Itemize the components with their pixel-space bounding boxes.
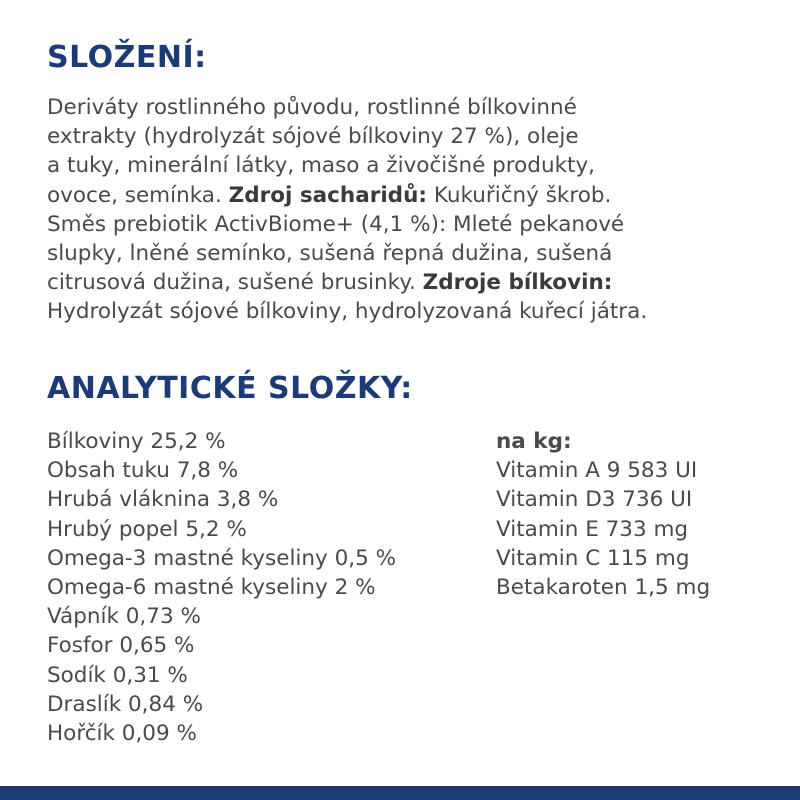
composition-line [47, 239, 787, 268]
composition-heading: SLOŽENÍ: [47, 40, 207, 75]
composition-line [47, 181, 787, 210]
vitamins-list [496, 427, 710, 602]
composition-text: Deriváty rostlinného původu, rostlinné bílkovinné [47, 95, 577, 120]
composition-subheading: Zdroje bílkovin: [422, 270, 613, 296]
composition-text: Hydrolyzát sójové bílkoviny, hydrolyzovaná kuřecí játra. [47, 299, 648, 325]
composition-text: citrusová dužina, sušené brusinky. [47, 270, 423, 296]
composition-text: Kukuřičný škrob. [426, 182, 612, 208]
constituent-item: Fosfor 0,65 % [47, 633, 195, 659]
composition-line [47, 122, 787, 151]
constituent-item: Draslík 0,84 % [47, 691, 204, 717]
composition-text: Směs prebiotik ActivBiome+ (4,1 %): Mleté pekanové [47, 211, 625, 237]
composition-text: a tuky, minerální látky, maso a živočišné produkty, [47, 153, 596, 179]
constituent-item: Vápník 0,73 % [47, 604, 201, 630]
constituent-item: Hořčík 0,09 % [47, 721, 197, 747]
composition-text: extrakty (hydrolyzát sójové bílkoviny 27 %), oleje [47, 124, 579, 150]
composition-text: ovoce, semínka. [47, 182, 229, 208]
constituent-item: Hrubá vláknina 3,8 % [47, 487, 279, 513]
vitamin-item: Vitamin E 733 mg [496, 516, 689, 542]
vitamin-item: Vitamin A 9 583 UI [496, 458, 698, 484]
footer-bar [0, 786, 800, 800]
analytical-constituents-list [47, 427, 396, 748]
analytical-heading: ANALYTICKÉ SLOŽKY: [47, 371, 413, 406]
constituent-item: Obsah tuku 7,8 % [47, 458, 239, 484]
composition-line [47, 93, 787, 122]
composition-text: slupky, lněné semínko, sušená řepná dužina, sušená [47, 241, 613, 267]
composition-line [47, 268, 787, 297]
constituent-item: Sodík 0,31 % [47, 662, 188, 688]
vitamin-item: Vitamin D3 736 UI [496, 487, 693, 513]
constituent-item: Omega-3 mastné kyseliny 0,5 % [47, 545, 397, 571]
composition-paragraph [47, 93, 787, 327]
composition-line [47, 210, 787, 239]
constituent-item: Hrubý popel 5,2 % [47, 516, 247, 542]
composition-line [47, 151, 787, 180]
constituent-item: Bílkoviny 25,2 % [47, 429, 226, 454]
vitamin-item: Betakaroten 1,5 mg [496, 575, 711, 601]
per-kg-heading: na kg: [496, 429, 572, 454]
vitamin-item: Vitamin C 115 mg [496, 545, 690, 571]
constituent-item: Omega-6 mastné kyseliny 2 % [47, 575, 376, 601]
composition-subheading: Zdroj sacharidů: [228, 182, 427, 208]
composition-line [47, 297, 787, 326]
